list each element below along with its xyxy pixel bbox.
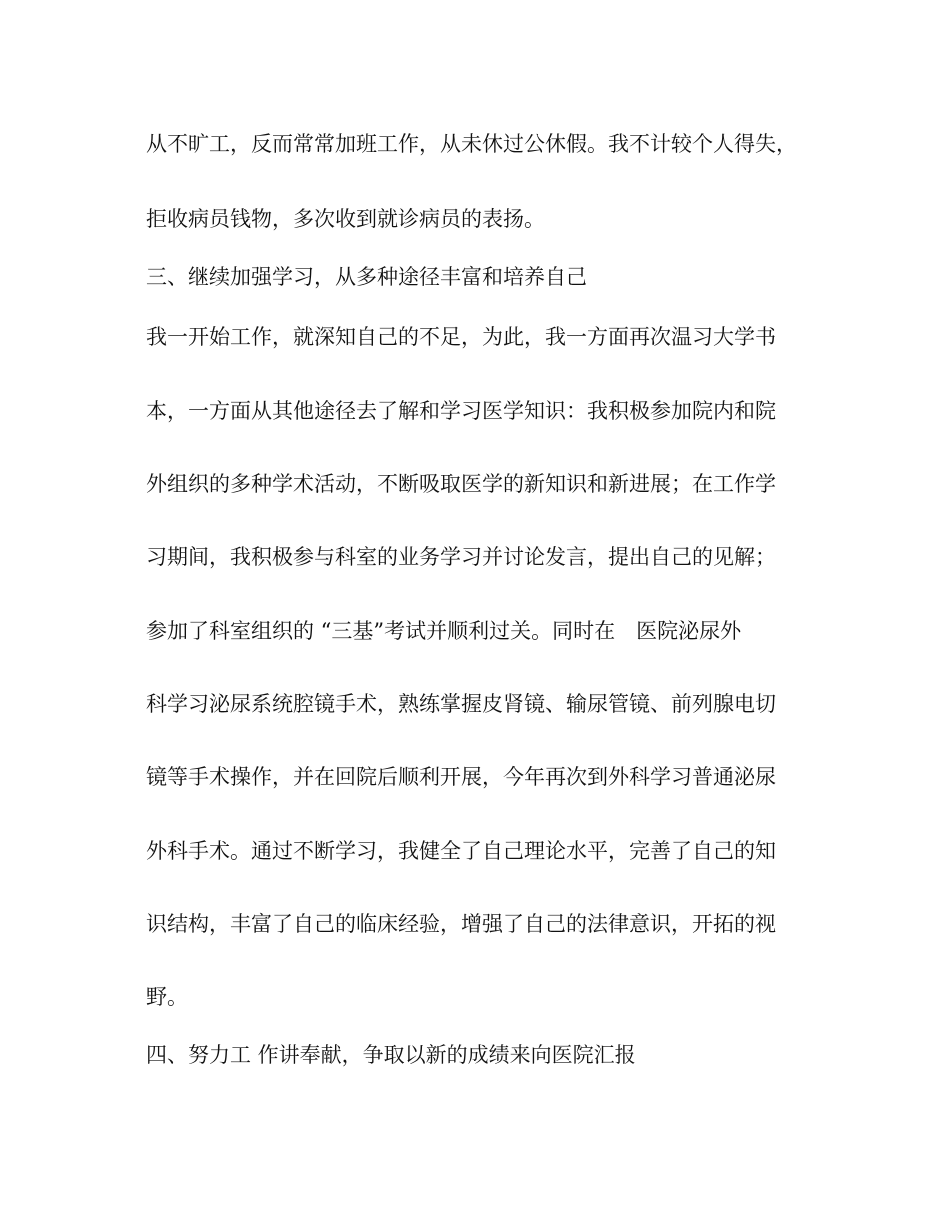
paragraph-line-5: 外组织的多种学术活动，不断吸取医学的新知识和新进展；在工作学 — [146, 472, 776, 496]
paragraph-line-1: 从不旷工，反而常常加班工作，从未休过公休假。我不计较个人得失， — [146, 132, 797, 156]
paragraph-line-12: 野。 — [146, 985, 188, 1009]
paragraph-line-8: 科学习泌尿系统腔镜手术，熟练掌握皮肾镜、输尿管镜、前列腺电切 — [146, 692, 776, 716]
paragraph-line-11: 识结构，丰富了自己的临床经验，增强了自己的法律意识，开拓的视 — [146, 912, 776, 936]
paragraph-line-4: 本，一方面从其他途径去了解和学习医学知识：我积极参加院内和院 — [146, 399, 776, 423]
paragraph-line-6: 习期间，我积极参与科室的业务学习并讨论发言，提出自己的见解； — [146, 545, 776, 569]
section-heading-3: 三、继续加强学习，从多种途径丰富和培养自己 — [146, 265, 587, 289]
paragraph-line-10: 外科手术。通过不断学习，我健全了自己理论水平，完善了自己的知 — [146, 839, 776, 863]
section-heading-4: 四、努力工 作讲奉献，争取以新的成绩来向医院汇报 — [146, 1043, 636, 1067]
paragraph-line-2: 拒收病员钱物，多次收到就诊病员的表扬。 — [146, 207, 545, 231]
paragraph-line-7: 参加了科室组织的 “三基”考试并顺利过关。同时在 医院泌尿外 — [146, 619, 742, 643]
paragraph-line-3: 我一开始工作，就深知自己的不足，为此，我一方面再次温习大学书 — [146, 325, 776, 349]
paragraph-line-9: 镜等手术操作，并在回院后顺利开展，今年再次到外科学习普通泌尿 — [146, 765, 776, 789]
